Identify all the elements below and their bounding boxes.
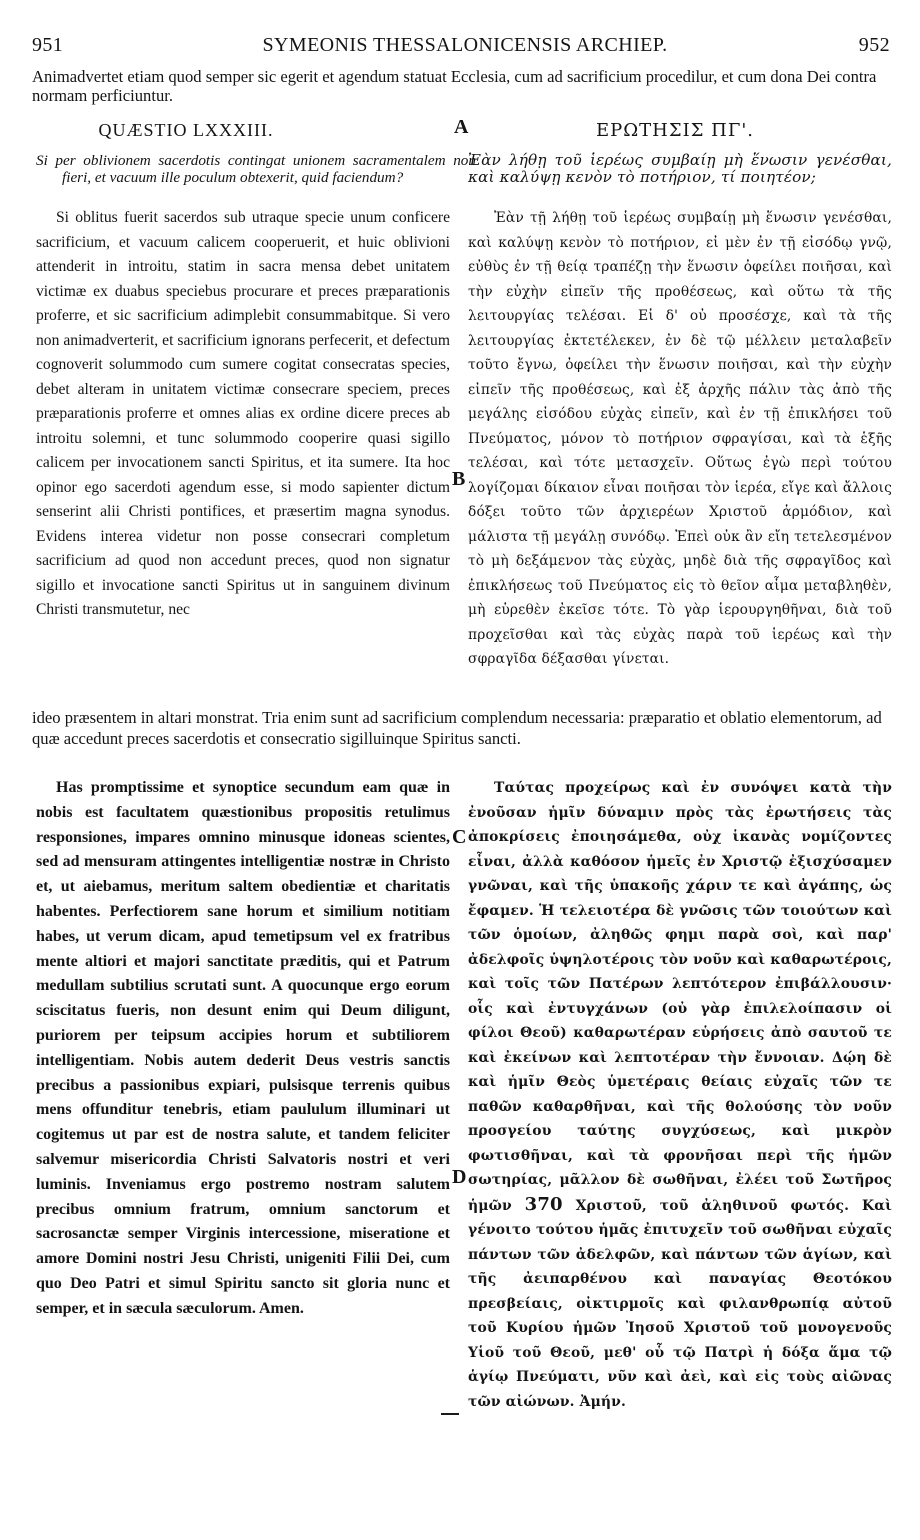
greek-closing-text-b: Χριστοῦ, τοῦ ἀληθινοῦ φωτός. Καὶ γένοιτο τούτου ἡμᾶς ἐπιτυχεῖν τοῦ σωθῆναι εὐχαῖς πάντων τῶν ἀδελφῶν, καὶ πάντων τῶν ἁγίων, καὶ τῆς ἀειπαρθένου καὶ παναγίας Θεοτόκου πρεσβείαις, οἰκτιρμοῖς καὶ φιλανθρωπίᾳ αὐτοῦ τοῦ Κυρίου ἡμῶν Ἰησοῦ Χριστοῦ τοῦ μονογενοῦς Υἱοῦ τοῦ Θεοῦ, μεθ' οὗ τῷ Πατρὶ ἡ δόξα ἅμα τῷ ἁγίῳ Πνεύματι, νῦν καὶ ἀεὶ, καὶ εἰς τοὺς αἰῶνας τῶν αἰώνων. Ἀμήν. <box>468 1197 892 1410</box>
end-dash-divider <box>441 1413 459 1415</box>
greek-question: Ἐὰν λήθῃ τοῦ ἱερέως συμβαίῃ μὴ ἕνωσιν γενέσθαι, καὶ καλύψῃ κενὸν τὸ ποτήριον, τί ποιητέον; <box>468 151 892 186</box>
margin-marker-b: B <box>452 468 466 490</box>
running-header <box>30 30 900 64</box>
greek-closing-paragraph <box>468 776 892 1414</box>
margin-marker-a: A <box>454 116 469 138</box>
margin-marker-d: D <box>452 1166 467 1188</box>
greek-answer: Ἐὰν τῇ λήθῃ τοῦ ἱερέως συμβαίῃ μὴ ἕνωσιν γενέσθαι, καὶ καλύψῃ κενὸν τὸ ποτήριον, εἰ μὲν ἐν τῇ εἰσόδῳ γνῷ, εὐθὺς ἐν τῇ θείᾳ τραπέζῃ τὴν ἕνωσιν ὀφείλει ποιῆσαι, καὶ τὴν εὐχὴν εἰπεῖν τῆς προθέσεως, καὶ οὕτω τὰ τῆς λειτουργίας τελέσαι. Εἰ δ' οὐ προσέσχε, καὶ τὰ τῆς λειτουργίας ἐκτετέλεκεν, ἐν δὲ τῷ μέλλειν μεταλαβεῖν τοῦτο ἔγνω, ὀφείλει τὴν ἕνωσιν ποιῆσαι, καὶ τὴν εὐχὴν εἰπεῖν τῆς προθέσεως, καὶ ἐξ ἀρχῆς πάλιν τὰς ἀπὸ τῆς μεγάλης εἰσόδου εὐχὰς εἰπεῖν, καὶ ἐν τῇ ἐπικλήσει τοῦ Πνεύματος, μόνον τὸ ποτήριον σφραγίσαι, καὶ τὰ ἑξῆς τελέσαι, καὶ τότε μετασχεῖν. Οὕτως ἐγὼ περὶ τούτου λογίζομαι δίκαιον εἶναι ποιῆσαι τὸν ἱερέα, εἴγε καὶ ἄλλοις δόξει τοῦτο τῶν ἀρχιερέων Χριστοῦ ἁρμόδιον, καὶ μάλιστα τῇ μεγάλῃ συνόδῳ. Ἐπεὶ οὐκ ἂν εἴη τετελεσμένον τὸ μὴ δεξάμενον τὰς εὐχὰς, μηδὲ διὰ τῆς σφραγῖδος καὶ ἐπικλήσεως τοῦ Πνεύματος εἰς τὸ θεῖον αἷμα μεταβληθὲν, μὴ εὑρεθὲν ἐκεῖσε τότε. Τὸ γὰρ ἱερουργηθῆναι, διὰ τοῦ προχεῖσθαι καὶ τὰς εὐχὰς παρὰ τοῦ ἱερέως καὶ τὴν σφραγῖδα δέξασθαι γίνεται. <box>468 210 892 667</box>
intro-paragraph: Animadvertet etiam quod semper sic egerit et agendum statuat Ecclesia, cum ad sacrificium procedilur, et cum dona Dei contra normam perficiuntur. <box>32 67 877 105</box>
latin-answer-full-width: ideo præsentem in altari monstrat. Tria enim sunt ad sacrificium complendum necessaria: præparatio et oblatio elementorum, ad quæ accedunt preces sacerdotis et consecratio sigilluinque Spiritus sancti. <box>32 708 882 748</box>
running-title: SYMEONIS THESSALONICENSIS ARCHIEP. <box>262 34 668 56</box>
inline-page-number: 370 <box>524 1193 563 1215</box>
greek-closing-text-a: Ταύτας προχείρως καὶ ἐν συνόψει κατὰ τὴν ἐνοῦσαν ἡμῖν δύναμιν πρὸς τὰς ἐρωτήσεις τὰς ἀποκρίσεις ἐποιησάμεθα, οὐχ ἱκανὰς νομίζοντες εἶναι, ἀλλὰ καθόσον ἡμεῖς ἐν Χριστῷ ἐξισχύσαμεν γνῶναι, καὶ τῆς ὑπακοῆς χάριν τε καὶ ἀγάπης, ὡς ἔφαμεν. Ἡ τελειοτέρα δὲ γνῶσις τῶν τοιούτων καὶ τῶν ὁμοίων, ἀληθῶς φημι παρὰ σοὶ, καὶ παρ' ἀδελφοῖς ὑψηλοτέροις τὸν νοῦν καὶ καθαρωτέροις, καὶ τοῖς τῶν Πατέρων λεπτότερον ἐπιβάλλουσιν· οἷς καὶ ἐντυγχάνων (οὐ γὰρ ἐπιλελοίπασιν οἱ φίλοι Θεοῦ) καθαρωτέραν εὑρήσεις ἀπὸ σαυτοῦ τε καὶ ἐκείνων καὶ λεπτοτέραν τὴν ἔννοιαν. Δῴη δὲ καὶ ἡμῖν Θεὸς ὑμετέραις θείαις εὐχαῖς τῶν τε παθῶν καθαρθῆναι, καὶ τῆς θολούσης τὸν νοῦν προσγείου ταύτης συγχύσεως, καὶ μικρὸν φωτισθῆναι, καὶ τὰ φρονῆσαι περὶ τῆς ἡμῶν σωτηρίας, μᾶλλον δὲ σωθῆναι, ἐλέει τοῦ Σωτῆρος ἡμῶν <box>468 780 892 1214</box>
latin-question-heading: QUÆSTIO LXXXIII. <box>98 120 274 140</box>
margin-marker-c: C <box>452 826 467 848</box>
page-number-left: 951 <box>32 34 64 56</box>
latin-question: Si per oblivionem sacerdotis contingat unionem sacramentalem non fieri, et vacuum ille poculum obtexerit, quid faciendum? <box>36 152 476 186</box>
greek-question-heading: ΕΡΩΤΗΣΙΣ ΠΓ'. <box>595 120 755 141</box>
latin-closing-paragraph: Has promptissime et synoptice secundum eam quæ in nobis est facultatem quæstionibus propositis retulimus responsiones, impares omnino minusque idoneas scientes, sed ad mensuram attingentes intelligentiæ nostræ in Christo et, ut aiebamus, meritum saltem obedientiæ et charitatis habentes. Perfectiorem sane horum et similium notitiam habes, ut verum dicam, apud temetipsum vel ex fratribus mente altiori et majori sanctitate præditis, qui et Patrum medullam subtilius scrutati sunt. A quocunque ergo eorum sciscitatus fueris, non desunt enim qui Deum diligunt, puriorem per teipsum accipies horum et subtiliorem intelligentiam. Nobis autem dederit Deus vestris sanctis precibus a passionibus expiari, pulsisque terrenis quibus mens offunditur tenebris, etiam paululum illuminari ut cogitemus ut par est de nostra salute, et tandem feliciter salvemur misericordia Christi Salvatoris nostri et veri luminis. Inveniamus ergo postremo nostram salutem precibus omnium fratrum, omnium sanctorum et sacrosanctæ semper Virginis intercessione, miseratione et amore Domini nostri Jesu Christi, unigeniti Filii Dei, cum quo Deo Patri et simul Spiritu sancto sit gloria nunc et semper, et in sæcula sæculorum. Amen. <box>36 779 450 1317</box>
latin-answer-column: Si oblitus fuerit sacerdos sub utraque specie unum conficere sacrificium, et vacuum calicem cooperuerit, et huic oblivioni attenderit in introitu, statim in sacra mensa debet unitatem victimæ ex duabus speciebus procurare et preces præparationis proferre, et sic sacrificium adimplebit consummabitque. Si vero non animadverterit, et sacrificium ignorans perfecerit, et defectum cognoverit solummodo cum sumere cogitat consecratas species, debet alteram in unitatem victimæ consecrare speciem, preces præparationis proferre et omnes alias ex ordine dicere preces ab introitu solemni, et tunc solummodo cooperire quasi sigillo calicem per invocationem sancti Spiritus, et ita sumere. Ita hoc opinor ego sacerdoti agendum esse, si modo sapienter dictum senserint alii Christi pontifices, et præsertim magna synodus. Evidens interea videtur non posse consecrari completum sacrificium ad quod non accedunt preces, quod non signatur sigillo et invocatione sancti Spiritus ut in sanguinem divinum Christi transmutetur, nec <box>36 209 450 618</box>
page-number-right: 952 <box>858 34 890 56</box>
